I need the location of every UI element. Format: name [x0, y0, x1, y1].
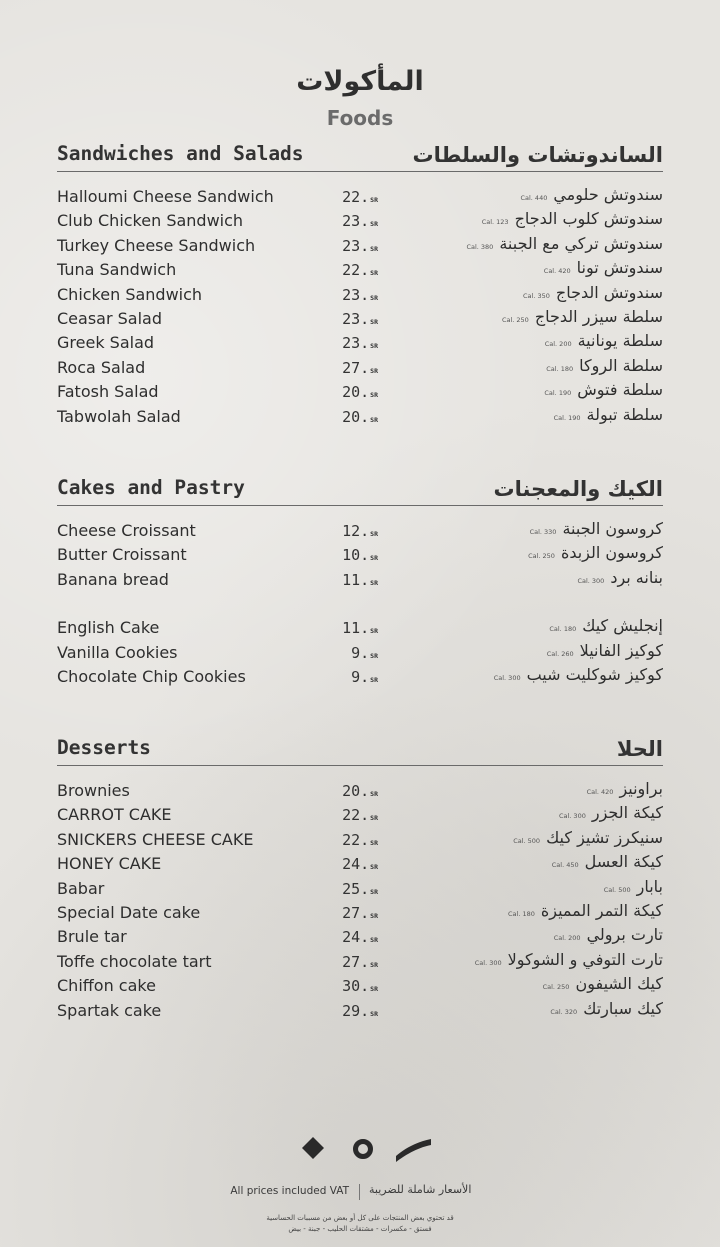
item-price-value: 25. [342, 879, 370, 898]
item-name-english: Tabwolah Salad [57, 406, 181, 426]
item-name-english: Chocolate Chip Cookies [57, 666, 246, 686]
menu-item [57, 779, 663, 803]
item-currency: SR [370, 196, 378, 204]
item-name-english: Tuna Sandwich [57, 260, 177, 280]
item-name-arabic: سندوتش حلومي [553, 185, 663, 204]
item-arabic-block [554, 925, 663, 944]
item-currency: SR [370, 985, 378, 994]
item-arabic-block [482, 209, 663, 228]
item-calories: Cal. 300 [577, 576, 605, 585]
item-calories: Cal. 123 [481, 218, 509, 227]
item-name-arabic: تارت التوفي و الشوكولا [507, 949, 663, 969]
item-price-value: 22. [342, 188, 370, 206]
item-name-arabic: بنانه برد [610, 567, 663, 587]
item-currency: SR [370, 887, 378, 896]
menu-item [57, 209, 663, 233]
item-currency: SR [370, 220, 378, 229]
item-price-value: 11. [342, 619, 370, 638]
item-arabic-block [475, 950, 663, 969]
menu-item [57, 258, 663, 282]
page-title-english: Foods [326, 106, 394, 130]
item-name-arabic: سندوتش تونا [576, 258, 663, 278]
item-calories: Cal. 180 [549, 625, 577, 634]
item-name-arabic: كروسون الزبدة [560, 543, 663, 563]
item-currency: SR [370, 651, 378, 660]
item-calories: Cal. 420 [586, 788, 614, 796]
item-name-english: Toffe chocolate tart [57, 951, 212, 971]
item-currency: SR [370, 244, 378, 253]
item-currency: SR [370, 627, 378, 636]
item-name-english: Chiffon cake [57, 976, 156, 996]
item-name-english: Halloumi Cheese Sandwich [57, 187, 274, 206]
item-name-arabic: سلطة يونانية [577, 331, 663, 351]
item-name-arabic: سندوتش الدجاج [555, 282, 663, 302]
section-sandwiches-salads [57, 137, 663, 429]
item-arabic-block [552, 852, 663, 871]
item-price [342, 619, 378, 637]
item-name-arabic: سندوتش تركي مع الجبنة [499, 233, 663, 253]
allergy-line-2: فستق - مكسرات - مشتقات الحليب - جبنة - بيض [288, 1225, 432, 1233]
menu-item [57, 568, 663, 592]
item-price [342, 408, 378, 426]
item-price [342, 904, 378, 922]
item-arabic-block [547, 641, 663, 660]
item-currency: SR [370, 911, 378, 920]
section-title-arabic: الحلا [616, 737, 663, 761]
item-price [342, 1002, 378, 1020]
item-price [342, 383, 378, 401]
item-calories: Cal. 200 [553, 934, 581, 943]
item-price [342, 928, 378, 946]
item-price [342, 286, 378, 304]
item-name-english: Cheese Croissant [57, 521, 196, 540]
item-name-arabic: سلطة فتوش [577, 380, 663, 400]
item-arabic-block [520, 185, 663, 204]
item-arabic-block [466, 234, 663, 253]
item-arabic-block [528, 543, 663, 562]
item-name-english: Banana bread [57, 569, 169, 589]
item-name-english: Turkey Cheese Sandwich [57, 235, 256, 255]
item-currency: SR [370, 317, 378, 326]
item-price [342, 668, 378, 686]
item-name-english: English Cake [57, 618, 160, 638]
menu-item [57, 950, 663, 974]
menu-item [57, 519, 663, 543]
menu-item [57, 665, 663, 689]
section-title-english: Sandwiches and Salads [57, 142, 304, 165]
item-arabic-block [544, 258, 663, 277]
menu-item [57, 307, 663, 331]
menu-item [57, 828, 663, 852]
item-price-value: 23. [342, 334, 370, 353]
section-divider [57, 765, 663, 766]
item-price-value: 9. [351, 667, 370, 686]
vat-note-english: All prices included VAT [230, 1185, 349, 1197]
item-arabic-block [508, 901, 663, 920]
item-arabic-block [544, 380, 663, 399]
item-price-value: 22. [342, 261, 370, 280]
item-name-english: Spartak cake [57, 1000, 162, 1020]
item-price-value: 20. [342, 782, 370, 800]
item-arabic-block [543, 974, 663, 993]
item-name-arabic: بابار [636, 876, 663, 896]
item-price [342, 880, 378, 898]
item-name-english: Brule tar [57, 927, 127, 947]
item-calories: Cal. 300 [474, 958, 502, 967]
item-price-value: 23. [342, 309, 370, 328]
item-price-value: 27. [342, 952, 370, 971]
item-arabic-block [559, 803, 663, 822]
item-name-arabic: كوكيز شوكليت شيب [526, 664, 663, 684]
item-currency: SR [370, 838, 378, 847]
item-calories: Cal. 320 [550, 1007, 578, 1016]
item-name-english: Club Chicken Sandwich [57, 211, 244, 231]
section-header [57, 731, 663, 765]
item-name-english: Vanilla Cookies [57, 642, 178, 662]
section-title-english: Desserts [57, 736, 151, 759]
item-currency: SR [370, 293, 378, 302]
item-name-english: Special Date cake [57, 902, 201, 922]
item-price [342, 855, 378, 873]
item-name-arabic: تارت برولي [586, 925, 663, 945]
item-calories: Cal. 500 [513, 836, 541, 845]
item-price-value: 12. [342, 522, 370, 540]
item-arabic-block [523, 283, 663, 302]
item-name-english: Brownies [57, 781, 130, 800]
item-price [342, 359, 378, 377]
item-name-english: Butter Croissant [57, 545, 187, 565]
item-price-value: 24. [342, 855, 370, 874]
item-calories: Cal. 250 [528, 552, 555, 561]
item-calories: Cal. 180 [508, 909, 535, 918]
item-arabic-block [546, 356, 663, 375]
item-price-value: 10. [342, 546, 370, 565]
item-name-english: Fatosh Salad [57, 382, 159, 402]
item-calories: Cal. 190 [544, 389, 572, 398]
item-name-english: Ceasar Salad [57, 308, 162, 328]
item-arabic-block [502, 307, 663, 326]
item-calories: Cal. 300 [558, 812, 586, 821]
item-price [342, 546, 378, 564]
item-currency: SR [370, 960, 378, 969]
item-price [342, 188, 378, 206]
item-price [342, 806, 378, 824]
item-name-english: HONEY CAKE [57, 854, 162, 874]
item-name-arabic: كيكة التمر المميزة [540, 900, 663, 920]
logo-ring-mark [356, 1142, 371, 1157]
item-price-value: 24. [342, 928, 370, 947]
logo-diamond-mark [302, 1137, 324, 1159]
item-calories: Cal. 180 [546, 364, 574, 373]
item-price-value: 22. [342, 830, 370, 849]
item-calories: Cal. 300 [493, 673, 521, 682]
menu-item [57, 331, 663, 355]
menu-item [57, 405, 663, 429]
item-price-value: 20. [342, 383, 370, 402]
item-currency: SR [370, 675, 378, 684]
vat-note [0, 1182, 720, 1202]
item-name-english: Greek Salad [57, 333, 155, 353]
item-price-value: 20. [342, 407, 370, 426]
menu-item [57, 185, 663, 209]
vat-note-arabic: الأسعار شاملة للضريبة [369, 1183, 472, 1196]
item-calories: Cal. 500 [603, 885, 631, 894]
item-price [342, 334, 378, 352]
item-price [342, 522, 378, 540]
page-title-arabic: المأكولات [296, 66, 424, 97]
item-price [342, 831, 378, 849]
item-calories: Cal. 350 [523, 291, 550, 300]
section-divider [57, 171, 663, 172]
item-currency: SR [370, 269, 378, 278]
item-name-arabic: كيك سبارتك [583, 998, 663, 1018]
item-name-english: SNICKERS CHEESE CAKE [57, 829, 254, 849]
item-name-arabic: كروسون الجبنة [562, 519, 663, 538]
item-name-arabic: براونيز [619, 779, 663, 798]
item-price-value: 9. [351, 643, 370, 662]
menu-item [57, 803, 663, 827]
item-name-arabic: كوكيز الفانيلا [579, 640, 663, 660]
item-price [342, 310, 378, 328]
item-price-value: 27. [342, 358, 370, 377]
item-price [342, 782, 378, 800]
item-calories: Cal. 200 [544, 340, 572, 349]
item-currency: SR [370, 530, 378, 538]
item-name-arabic: سلطة الروكا [579, 355, 663, 375]
item-name-arabic: كيك الشيفون [575, 974, 663, 994]
item-arabic-block [604, 877, 663, 896]
item-calories: Cal. 190 [553, 413, 581, 422]
item-price [342, 644, 378, 662]
item-name-arabic: إنجليش كيك [582, 616, 663, 636]
item-price-value: 23. [342, 212, 370, 231]
menu-item [57, 543, 663, 567]
item-calories: Cal. 380 [466, 242, 494, 251]
item-calories: Cal. 250 [542, 983, 570, 992]
menu-item [57, 999, 663, 1023]
item-name-arabic: سندوتش كلوب الدجاج [514, 209, 663, 229]
section-cakes-pastry [57, 471, 663, 689]
menu-item [57, 877, 663, 901]
item-currency: SR [370, 1009, 378, 1018]
section-header [57, 471, 663, 505]
item-arabic-block [577, 568, 663, 587]
menu-item [57, 901, 663, 925]
item-price-value: 11. [342, 570, 370, 589]
item-calories: Cal. 420 [543, 267, 571, 276]
item-currency: SR [370, 578, 378, 587]
menu-item [57, 974, 663, 998]
item-price-value: 23. [342, 236, 370, 255]
item-currency: SR [370, 415, 378, 424]
menu-item [57, 925, 663, 949]
item-name-arabic: سلطة تبولة [586, 404, 663, 424]
menu-item [57, 234, 663, 258]
section-desserts [57, 731, 663, 1023]
item-currency: SR [370, 936, 378, 945]
item-currency: SR [370, 790, 378, 798]
item-arabic-block [549, 616, 663, 635]
menu-item [57, 356, 663, 380]
item-price [342, 212, 378, 230]
section-title-arabic: الساندوتشات والسلطات [412, 143, 663, 167]
item-arabic-block [587, 779, 663, 798]
item-arabic-block [513, 828, 663, 847]
item-name-english: CARROT CAKE [57, 805, 172, 825]
item-arabic-block [494, 665, 663, 684]
item-calories: Cal. 250 [501, 315, 529, 324]
menu-item [57, 380, 663, 404]
item-calories: Cal. 440 [520, 194, 548, 202]
menu-item [57, 641, 663, 665]
section-header [57, 137, 663, 171]
logo-stroke-mark [396, 1139, 431, 1162]
menu-item [57, 852, 663, 876]
item-arabic-block [554, 405, 663, 424]
item-arabic-block [545, 331, 663, 350]
section-title-arabic: الكيك والمعجنات [493, 477, 663, 501]
item-price-value: 22. [342, 806, 370, 825]
item-currency: SR [370, 554, 378, 563]
allergy-note [0, 1213, 720, 1235]
item-currency: SR [370, 366, 378, 375]
item-name-english: Babar [57, 878, 105, 898]
allergy-line-1: قد تحتوي بعض المنتجات على كل أو بعض من مسببات الحساسية [266, 1214, 454, 1222]
item-calories: Cal. 450 [551, 861, 579, 870]
section-title-english: Cakes and Pastry [57, 476, 245, 499]
item-arabic-block [530, 519, 663, 538]
section-divider [57, 505, 663, 506]
item-price-value: 30. [342, 977, 370, 996]
brand-logo [0, 1134, 720, 1168]
item-name-english: Roca Salad [57, 357, 146, 377]
item-price [342, 953, 378, 971]
item-price-value: 29. [342, 1001, 370, 1020]
item-calories: Cal. 260 [546, 649, 574, 658]
item-price-value: 27. [342, 903, 370, 922]
item-name-arabic: سنيكرز تشيز كيك [546, 827, 663, 847]
item-name-arabic: سلطة سيزر الدجاج [534, 306, 663, 326]
item-name-arabic: كيكة العسل [584, 852, 663, 872]
menu-item [57, 616, 663, 640]
item-calories: Cal. 330 [529, 528, 557, 536]
item-currency: SR [370, 814, 378, 823]
item-price [342, 571, 378, 589]
item-price [342, 261, 378, 279]
item-currency: SR [370, 863, 378, 872]
item-arabic-block [550, 999, 663, 1018]
item-price-value: 23. [342, 285, 370, 304]
menu-item [57, 283, 663, 307]
item-currency: SR [370, 342, 378, 351]
item-name-arabic: كيكة الجزر [591, 803, 663, 823]
item-price [342, 237, 378, 255]
item-name-english: Chicken Sandwich [57, 284, 203, 304]
item-price [342, 977, 378, 995]
item-currency: SR [370, 391, 378, 400]
vat-divider [359, 1184, 360, 1200]
